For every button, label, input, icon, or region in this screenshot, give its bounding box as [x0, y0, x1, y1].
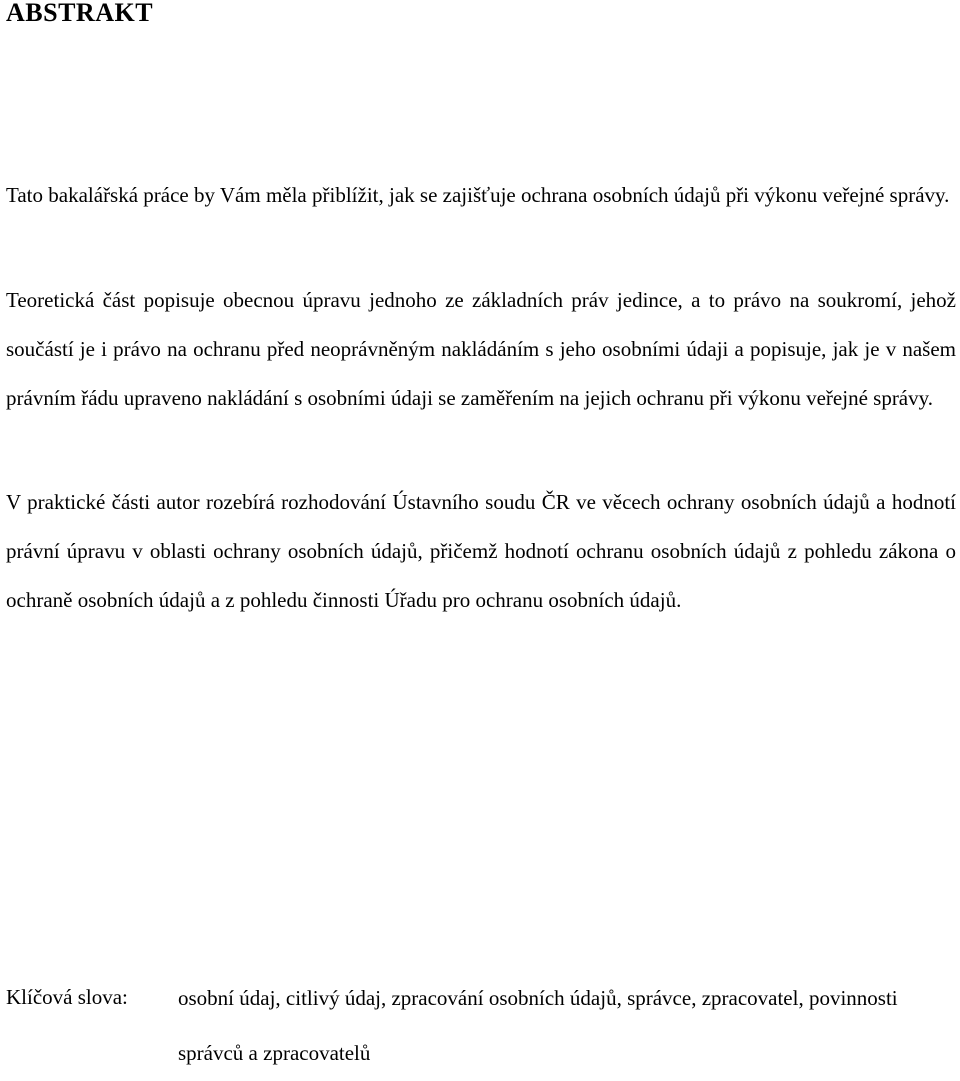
keywords-label: Klíčová slova:	[6, 985, 128, 1009]
paragraph-intro: Tato bakalářská práce by Vám měla přiblížit, jak se zajišťuje ochrana osobních údajů při výkonu veřejné správy.	[6, 183, 950, 207]
paragraph-theory: Teoretická část popisuje obecnou úpravu jednoho ze základních práv jedince, a to právo na soukromí, jehož součástí je i právo na ochranu před neoprávněným nakládáním s jeho osobními údaji a popisuje, jak je v našem právním řádu upraveno nakládání s osobními údaji se zaměřením na jejich ochranu při výkonu veřejné správy.	[6, 288, 956, 410]
paragraph-practice: V praktické části autor rozebírá rozhodování Ústavního soudu ČR ve věcech ochrany osobních údajů a hodnotí právní úpravu v oblasti ochrany osobních údajů, přičemž hodnotí ochranu osobních údajů z pohledu zákona o ochraně osobních údajů a z pohledu činnosti Úřadu pro ochranu osobních údajů.	[6, 490, 956, 612]
keywords-text: osobní údaj, citlivý údaj, zpracování osobních údajů, správce, zpracovatel, povinnosti správců a zpracovatelů	[178, 986, 898, 1065]
page-title: ABSTRAKT	[6, 0, 154, 27]
